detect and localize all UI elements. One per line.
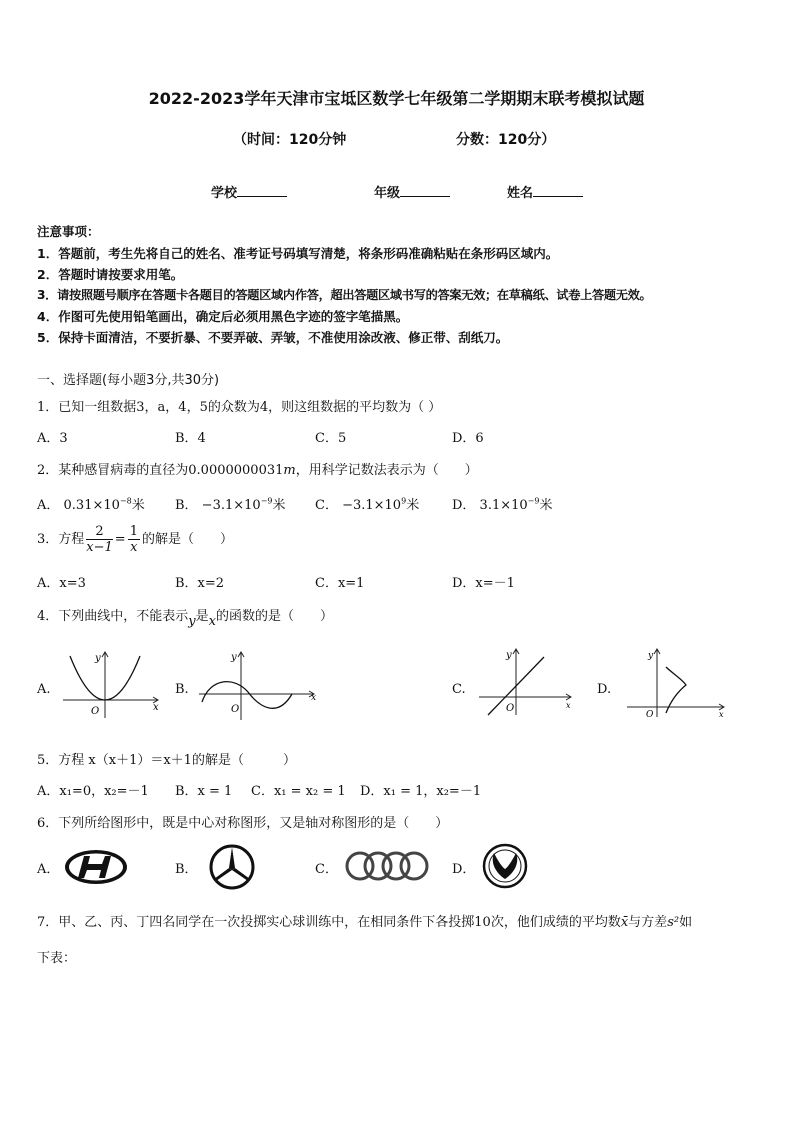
graph-cubic (196, 648, 321, 720)
origin-label: O (91, 706, 100, 717)
notice-item: 1．答题前，考生先将自己的姓名、准考证号码填写清楚，将条形码准确粘贴在条形码区域内。 (37, 246, 559, 261)
q1-option-a: A．3 (37, 431, 68, 446)
origin-label: O (646, 710, 654, 717)
q2-option-b: B． $-3.1\times 10^{-9}$米 (175, 496, 286, 513)
question-7: 7．甲、乙、丙、丁四名同学在一次投掷实心球训练中，在相同条件下各投掷10次，他们成绩的平均数x̄与方差s²如 (37, 915, 693, 930)
question-2: 2．某种感冒病毒的直径为0.0000000031m，用科学记数法表示为（ ） (37, 463, 478, 478)
q4-option-c: C. (452, 682, 466, 697)
q6-option-c: C． (315, 862, 338, 877)
q5-option-a: A．x₁=0，x₂=－1 (37, 784, 149, 799)
q4-option-d: D. (597, 682, 612, 697)
question-5: 5．方程 x（x＋1）＝x＋1的解是（ ） (37, 753, 296, 768)
grade-field: 年级 (374, 182, 450, 201)
axis-label-x: x (311, 693, 317, 703)
q3-option-a: A．x=3 (37, 576, 86, 591)
origin-label: O (506, 703, 515, 714)
hyundai-logo-icon (63, 848, 129, 886)
notice-item: 5．保持卡面清洁，不要折暴、不要弄破、弄皱，不准使用涂改液、修正带、刮纸刀。 (37, 330, 509, 345)
q2-option-c: C． $-3.1\times 10^9$米 (315, 496, 420, 513)
notice-item: 3．请按照题号顺序在答题卡各题目的答题区域内作答，超出答题区域书写的答案无效；在草稿纸、试卷上答题无效。 (37, 288, 652, 302)
graph-parabola (60, 648, 165, 720)
q5-option-d: D．x₁ = 1，x₂=－1 (360, 784, 482, 799)
page-title: 2022-2023学年天津市宝坻区数学七年级第二学期期末联考模拟试题 (148, 89, 645, 108)
axis-label-y: y (648, 651, 654, 661)
axis-label-x: x (566, 701, 571, 710)
q2-option-a: A． $0.31\times 10^{-8}$米 (37, 496, 145, 513)
q3-option-d: D．x=－1 (452, 576, 515, 591)
q4-option-b: B. (175, 682, 189, 697)
question-3: 3．方程 $\frac{2}{x-1}$ = $\frac{1}{x}$ 的解是（ ） (37, 524, 233, 555)
q6-option-a: A． (37, 862, 60, 877)
graph-line (476, 645, 576, 717)
fraction: $\frac{2}{x-1}$ (86, 524, 113, 555)
question-1: 1．已知一组数据3，a，4，5的众数为4，则这组数据的平均数为（ ） (37, 400, 442, 415)
q2-option-d: D． $3.1\times 10^{-9}$米 (452, 496, 553, 513)
axis-label-x: x (719, 710, 724, 717)
q4-option-a: A. (37, 682, 51, 697)
fraction: $\frac{1}{x}$ (129, 524, 138, 555)
question-7-cont: 下表： (37, 951, 77, 966)
name-field: 姓名 (507, 182, 583, 201)
notice-item: 4．作图可先使用铅笔画出，确定后必须用黑色字迹的签字笔描黑。 (37, 309, 409, 324)
question-6: 6．下列所给图形中，既是中心对称图形，又是轴对称图形的是（ ） (37, 816, 449, 831)
question-4: 4．下列曲线中，不能表示y是x的函数的是（ ） (37, 609, 334, 629)
q1-option-d: D．6 (452, 431, 484, 446)
axis-label-y: y (231, 652, 237, 663)
q1-option-c: C．5 (315, 431, 347, 446)
axis-label-y: y (506, 650, 512, 661)
q5-option-b: B．x = 1 (175, 784, 233, 799)
exam-time: （时间：120分钟 (233, 132, 347, 148)
q6-option-d: D． (452, 862, 476, 877)
school-field: 学校 (211, 182, 287, 201)
mercedes-logo-icon (208, 843, 256, 891)
exam-score: 分数：120分） (456, 132, 556, 148)
origin-label: O (231, 704, 240, 715)
notice-heading: 注意事项： (37, 224, 100, 239)
q3-option-b: B．x=2 (175, 576, 225, 591)
q1-option-b: B．4 (175, 431, 206, 446)
notice-item: 2．答题时请按要求用笔。 (37, 267, 184, 282)
axis-label-x: x (153, 702, 159, 713)
section-heading: 一、选择题(每小题3分,共30分) (37, 373, 220, 388)
q5-option-c: C．x₁ = x₂ = 1 (251, 784, 346, 799)
audi-rings-icon (342, 849, 432, 883)
q3-option-c: C．x=1 (315, 576, 365, 591)
graph-curve-not-function (624, 645, 729, 717)
axis-label-y: y (95, 653, 101, 664)
dongfeng-logo-icon (482, 843, 528, 889)
q6-option-b: B． (175, 862, 198, 877)
